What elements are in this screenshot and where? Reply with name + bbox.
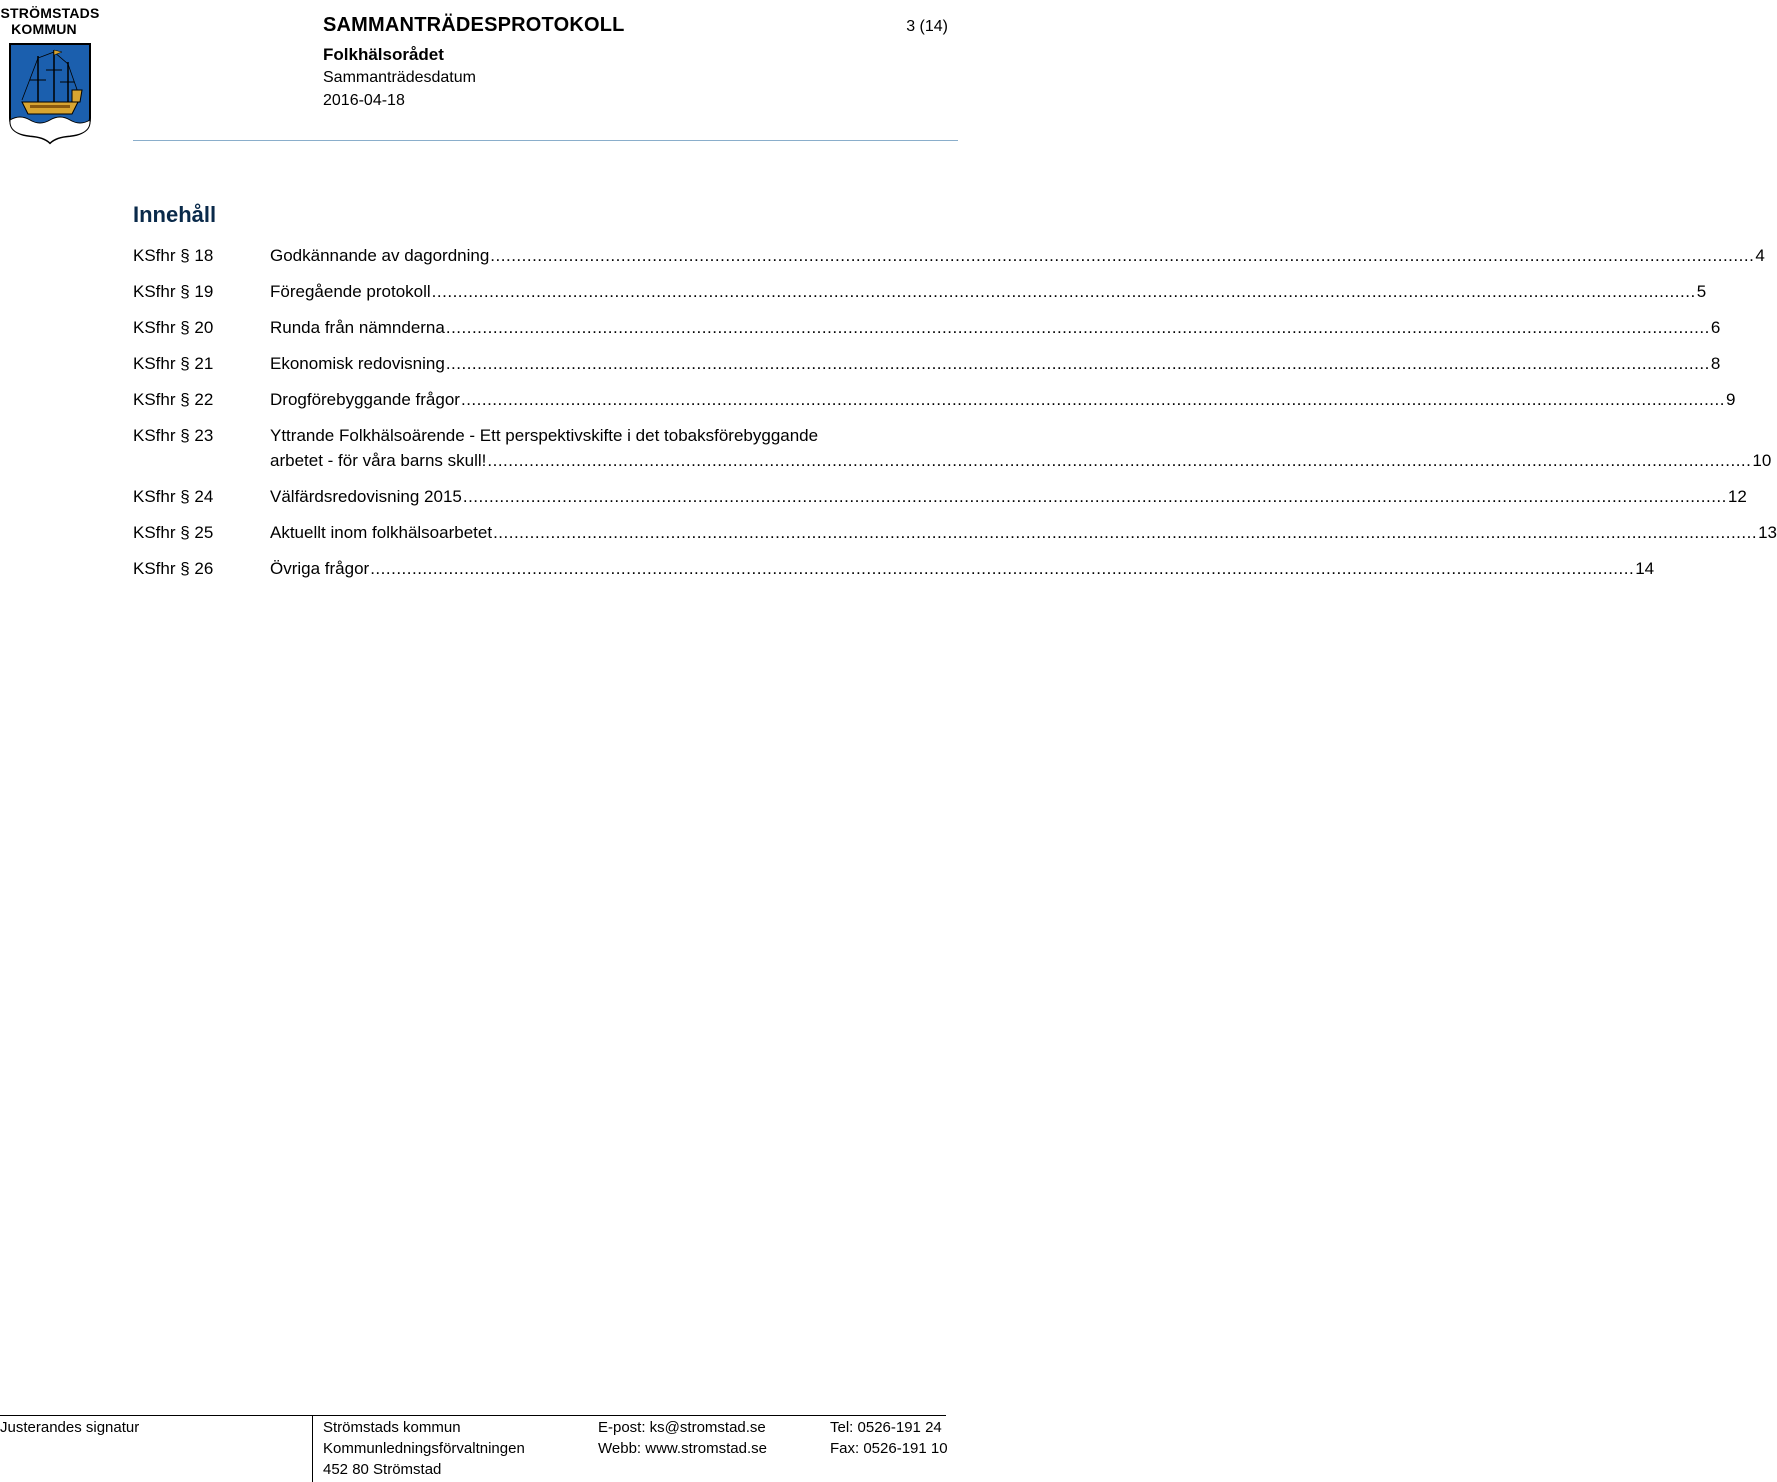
toc-entry-page: 4 bbox=[1755, 246, 1765, 265]
toc-entry-number: KSfhr § 21 bbox=[133, 354, 214, 373]
contact-phone: Tel: 0526-191 24 bbox=[830, 1419, 942, 1436]
contact-fax: Fax: 0526-191 10 bbox=[830, 1440, 948, 1457]
toc-leader-dots bbox=[370, 556, 1634, 581]
header-divider bbox=[133, 140, 958, 141]
toc-entry-page: 14 bbox=[1635, 559, 1655, 578]
toc-leader-dots bbox=[490, 243, 1754, 268]
toc-entry-title: Övriga frågor bbox=[270, 559, 370, 578]
toc-entry-number: KSfhr § 26 bbox=[133, 559, 214, 578]
org-name: Strömstads kommun bbox=[323, 1419, 461, 1436]
toc-leader-dots bbox=[487, 448, 1751, 473]
document-title: SAMMANTRÄDESPROTOKOLL bbox=[323, 14, 625, 36]
toc-entry-page: 8 bbox=[1710, 354, 1721, 373]
toc-leader-dots bbox=[463, 484, 1727, 509]
toc-entry[interactable] bbox=[133, 520, 1777, 556]
contact-email[interactable]: E-post: ks@stromstad.se bbox=[598, 1419, 766, 1436]
toc-leader-dots bbox=[493, 520, 1757, 545]
toc-entry-page: 6 bbox=[1710, 318, 1721, 337]
toc-entry-title-line1: Yttrande Folkhälsoärende - Ett perspektivskifte i det tobaksförebyggande bbox=[270, 426, 819, 445]
toc-entry[interactable] bbox=[133, 556, 1655, 592]
toc-entry[interactable] bbox=[133, 315, 1721, 351]
toc-entry[interactable] bbox=[133, 279, 1707, 315]
toc-entry-title: Godkännande av dagordning bbox=[270, 246, 490, 265]
toc-entry-title: Välfärdsredovisning 2015 bbox=[270, 487, 462, 506]
toc-entry-page: 12 bbox=[1727, 487, 1747, 506]
toc-entry-page: 13 bbox=[1758, 523, 1777, 542]
signature-label: Justerandes signatur bbox=[0, 1419, 140, 1436]
toc-entry[interactable] bbox=[133, 243, 1765, 279]
toc-entry-number: KSfhr § 23 bbox=[133, 426, 214, 445]
toc-entry-title: Ekonomisk redovisning bbox=[270, 354, 445, 373]
toc-entry-title: Drogförebyggande frågor bbox=[270, 390, 460, 409]
page-indicator: 3 (14) bbox=[906, 18, 948, 35]
toc-entry-number: KSfhr § 20 bbox=[133, 318, 214, 337]
toc-leader-dots bbox=[446, 351, 1710, 376]
footer-column-divider bbox=[312, 1415, 313, 1482]
toc-entry[interactable] bbox=[133, 387, 1736, 423]
org-department: Kommunledningsförvaltningen bbox=[323, 1440, 525, 1457]
toc-entry-number: KSfhr § 25 bbox=[133, 523, 214, 542]
org-address: 452 80 Strömstad bbox=[323, 1461, 442, 1478]
toc-entry-number: KSfhr § 19 bbox=[133, 282, 214, 301]
toc-entry[interactable] bbox=[133, 423, 1772, 484]
toc-entry-title: Runda från nämnderna bbox=[270, 318, 445, 337]
toc-entry-title-line2: arbetet - för våra barns skull! bbox=[270, 451, 487, 470]
toc-entry-number: KSfhr § 22 bbox=[133, 390, 214, 409]
logo-text-line2: KOMMUN bbox=[11, 21, 77, 37]
toc-entry-title: Aktuellt inom folkhälsoarbetet bbox=[270, 523, 493, 542]
toc-leader-dots bbox=[461, 387, 1725, 412]
coat-of-arms-icon bbox=[8, 42, 92, 144]
toc-entry[interactable] bbox=[133, 351, 1721, 387]
toc-entry-title: Föregående protokoll bbox=[270, 282, 431, 301]
toc-entry-page: 9 bbox=[1725, 390, 1736, 409]
toc-entry-page: 10 bbox=[1752, 451, 1772, 470]
toc-entry-number: KSfhr § 18 bbox=[133, 246, 214, 265]
footer-divider bbox=[0, 1415, 946, 1416]
toc-leader-dots bbox=[432, 279, 1696, 304]
municipality-logo bbox=[0, 2, 100, 147]
toc-leader-dots bbox=[446, 315, 1710, 340]
meeting-date-label: Sammanträdesdatum bbox=[323, 69, 476, 86]
toc-entry[interactable] bbox=[133, 484, 1747, 520]
logo-text-line1: STRÖMSTADS bbox=[0, 5, 100, 21]
meeting-date: 2016-04-18 bbox=[323, 92, 405, 109]
contact-website[interactable]: Webb: www.stromstad.se bbox=[598, 1440, 767, 1457]
toc-heading: Innehåll bbox=[133, 202, 217, 227]
table-of-contents bbox=[133, 243, 1777, 592]
toc-entry-number: KSfhr § 24 bbox=[133, 487, 214, 506]
toc-entry-page: 5 bbox=[1696, 282, 1707, 301]
committee-name: Folkhälsorådet bbox=[323, 45, 444, 64]
